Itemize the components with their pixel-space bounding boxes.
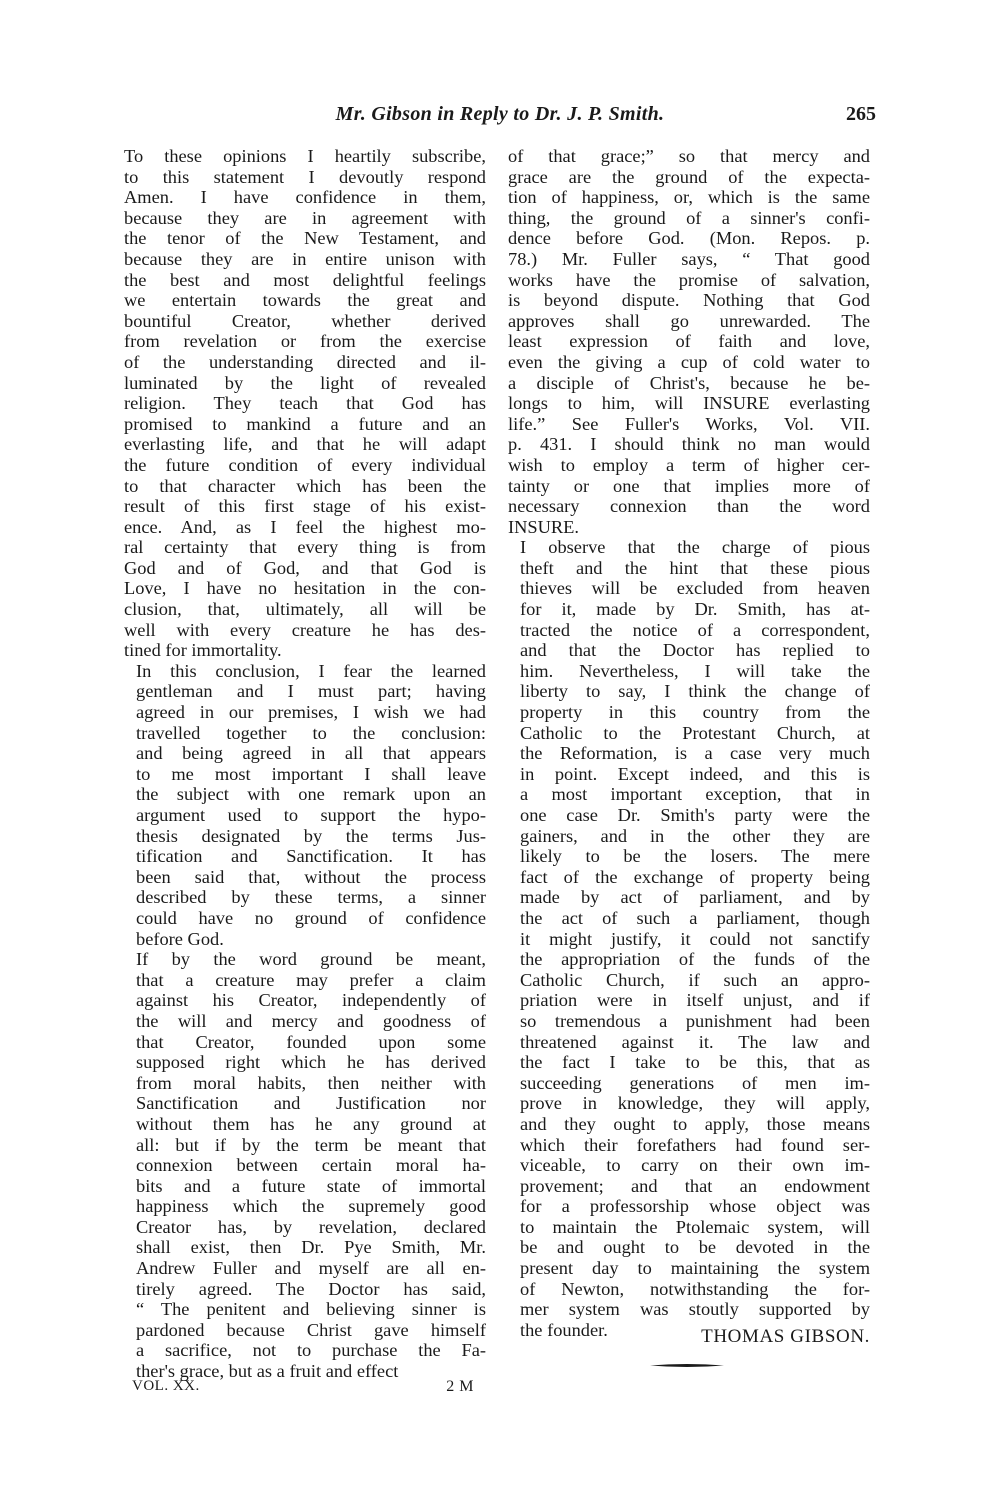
text-line: for it, made by Dr. Smith, has at- [520,599,870,620]
text-line: threatened against it. The law and [520,1031,870,1052]
text-line: In this conclusion, I fear the learned [136,660,486,681]
text-line: Sanctification and Justification nor [136,1093,486,1114]
text-line: life.” See Fuller's Works, Vol. VII. [508,413,870,434]
text-line: least expression of faith and love, [508,331,870,352]
paragraph [124,146,486,661]
text-line: the future condition of every individual [124,454,486,475]
text-line: religion. They teach that God has [124,393,486,414]
text-line: gentleman and I must part; having [136,681,486,702]
text-line: necessary connexion than the word [508,496,870,517]
text-line: present day to maintaining the system [520,1258,870,1279]
text-line: in point. Except indeed, and this is [520,763,870,784]
text-line: clusion, that, ultimately, all will be [124,599,486,620]
text-line: bits and a future state of immortal [136,1175,486,1196]
paragraph [508,146,870,537]
text-line: God and of God, and that God is [124,557,486,578]
text-line: To these opinions I heartily subscribe, [124,146,486,166]
text-line: even the giving a cup of cold water to [508,351,870,372]
text-line: and being agreed in all that appears [136,743,486,764]
text-line: before God. [136,928,224,949]
text-line: a most important exception, that in [520,784,870,805]
text-line: INSURE. [508,516,580,537]
text-line: “ The penitent and believing sinner is [136,1299,486,1320]
text-line: described by these terms, a sinner [136,887,486,908]
text-line: the best and most delightful feelings [124,269,486,290]
text-line: of Newton, notwithstanding the for- [520,1278,870,1299]
text-line: the act of such a parliament, though [520,907,870,928]
text-line: made by act of parliament, and by [520,887,870,908]
text-line: for a professorship whose object was [520,1196,870,1217]
text-line: the founder. [520,1319,608,1340]
volume-label: VOL. XX. [132,1378,200,1394]
text-line: fact of the exchange of property being [520,866,870,887]
text-line: against his Creator, independently of [136,990,486,1011]
text-line: ral certainty that every thing is from [124,537,486,558]
text-line: because they are in entire unison with [124,248,486,269]
text-line: connexion between certain moral ha- [136,1155,486,1176]
text-line: a disciple of Christ's, because he be- [508,372,870,393]
text-line: gainers, and in the other they are [520,825,870,846]
text-line: approves shall go unrewarded. The [508,310,870,331]
text-line: a sacrifice, not to purchase the Fa- [136,1340,486,1361]
text-line: Amen. I have confidence in them, [124,187,486,208]
text-line: grace are the ground of the expecta- [508,166,870,187]
text-line: that Creator, founded upon some [136,1031,486,1052]
paragraph [124,661,486,949]
text-line: viceable, to carry on their own im- [520,1155,870,1176]
text-line: mer system was stoutly supported by [520,1299,870,1320]
text-line: thing, the ground of a sinner's confi- [508,207,870,228]
text-line: ence. And, as I feel the highest mo- [124,516,486,537]
text-line: argument used to support the hypo- [136,805,486,825]
text-line: Catholic to the Protestant Church, at [520,722,870,743]
closing-rule [650,1363,724,1368]
text-line: from revelation or from the exercise [124,331,486,352]
left-column [124,146,486,1382]
text-line: prove in knowledge, they will apply, [520,1093,870,1114]
text-line: one case Dr. Smith's party were the [520,805,870,825]
text-line: to maintain the Ptolemaic system, will [520,1216,870,1237]
signature-mark: 2 M [446,1378,474,1395]
text-line: tined for immortality. [124,640,282,661]
text-line: the fact I take to be this, that as [520,1052,870,1073]
text-line: so tremendous a punishment had been [520,1010,870,1031]
text-line: property in this country from the [520,702,870,723]
text-line: agreed in our premises, I wish we had [136,702,486,723]
paragraph [508,537,870,1340]
text-line: Love, I have no hesitation in the con- [124,578,486,599]
text-line: tainty or one that implies more of [508,475,870,496]
text-line: If by the word ground be meant, [136,949,486,970]
text-line: 78.) Mr. Fuller says, “ That good [508,248,870,269]
text-line: succeeding generations of men im- [520,1072,870,1093]
right-column [508,146,870,1340]
text-line: tirely agreed. The Doctor has said, [136,1278,486,1299]
text-line: the appropriation of the funds of the [520,949,870,970]
text-line: from moral habits, then neither with [136,1072,486,1093]
text-line: happiness which the supremely good [136,1196,486,1217]
text-line: provement; and that an endowment [520,1175,870,1196]
text-line: to me most important I shall leave [136,763,486,784]
text-line: theft and the hint that these pious [520,557,870,578]
text-line: p. 431. I should think no man would [508,434,870,455]
running-head [120,103,880,133]
text-line: tion of happiness, or, which is the same [508,187,870,208]
text-line: him. Nevertheless, I will take the [520,660,870,681]
text-line: without them has he any ground at [136,1113,486,1134]
text-line: and that the Doctor has replied to [520,640,870,661]
text-line: and they ought to apply, those means [520,1113,870,1134]
text-line: Creator has, by revelation, declared [136,1216,486,1237]
text-line: of that grace;” so that mercy and [508,146,870,166]
text-line: the tenor of the New Testament, and [124,228,486,249]
text-line: bountiful Creator, whether derived [124,310,486,331]
text-line: result of this first stage of his exist- [124,496,486,517]
text-line: dence before God. (Mon. Repos. p. [508,228,870,249]
text-line: thieves will be excluded from heaven [520,578,870,599]
text-line: which their forefathers had found ser- [520,1134,870,1155]
text-line: the subject with one remark upon an [136,784,486,805]
text-line: to this statement I devoutly respond [124,166,486,187]
text-line: all: but if by the term be meant that [136,1134,486,1155]
text-line: everlasting life, and that he will adapt [124,434,486,455]
text-line: could have no ground of confidence [136,907,486,928]
text-line: promised to mankind a future and an [124,413,486,434]
text-line: thesis designated by the terms Jus- [136,825,486,846]
text-line: priation were in itself unjust, and if [520,990,870,1011]
text-line: tracted the notice of a correspondent, [520,619,870,640]
running-title: Mr. Gibson in Reply to Dr. J. P. Smith. [335,103,665,125]
text-line: Catholic Church, if such an appro- [520,969,870,990]
text-line: because they are in agreement with [124,207,486,228]
paragraph [124,949,486,1381]
text-line: well with every creature he has des- [124,619,486,640]
text-line: tification and Sanctification. It has [136,846,486,867]
text-line: pardoned because Christ gave himself [136,1319,486,1340]
text-line: shall exist, then Dr. Pye Smith, Mr. [136,1237,486,1258]
text-line: longs to him, will INSURE everlasting [508,393,870,414]
text-line: to that character which has been the [124,475,486,496]
text-line: is beyond dispute. Nothing that God [508,290,870,311]
text-line: be and ought to be devoted in the [520,1237,870,1258]
text-line: Andrew Fuller and myself are all en- [136,1258,486,1279]
text-line: the will and mercy and goodness of [136,1010,486,1031]
text-line: I observe that the charge of pious [520,537,870,558]
text-line: of the understanding directed and il- [124,351,486,372]
text-line: works have the promise of salvation, [508,269,870,290]
text-line: likely to be the losers. The mere [520,846,870,867]
text-line: the Reformation, is a case very much [520,743,870,764]
text-line: liberty to say, I think the change of [520,681,870,702]
text-line: been said that, without the process [136,866,486,887]
text-line: wish to employ a term of higher cer- [508,454,870,475]
text-line: supposed right which he has derived [136,1052,486,1073]
author-signature: THOMAS GIBSON. [701,1326,870,1347]
page-number: 265 [846,103,876,125]
text-line: we entertain towards the great and [124,290,486,311]
text-line: travelled together to the conclusion: [136,722,486,743]
text-line: luminated by the light of revealed [124,372,486,393]
text-line: ther's grace, but as a fruit and effect [136,1361,399,1382]
text-line: it might justify, it could not sanctify [520,928,870,949]
text-line: that a creature may prefer a claim [136,969,486,990]
